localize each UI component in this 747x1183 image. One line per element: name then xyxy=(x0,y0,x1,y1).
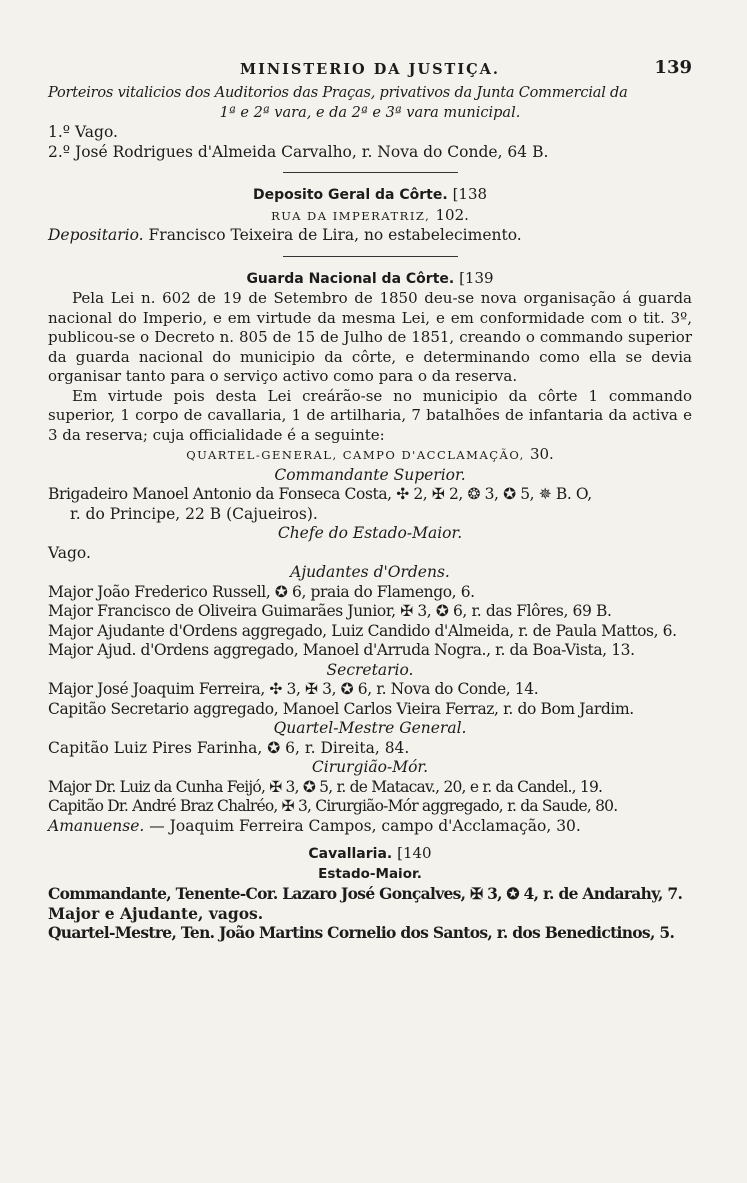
cavallaria-number: [140 xyxy=(397,844,432,862)
quartel-mestre-entry: Capitão Luiz Pires Farinha, ✪ 6, r. Direita, 84. xyxy=(48,738,410,757)
deposito-role: Depositario. xyxy=(48,226,144,244)
deposito-section xyxy=(48,185,692,246)
amanuense-text: — Joaquim Ferreira Campos, campo d'Acclamação, 30. xyxy=(149,816,581,835)
cirurgiao-entry: Capitão Dr. André Braz Chalréo, ✠ 3, Cirurgião-Mór aggregado, r. da Saude, 80. xyxy=(48,797,618,815)
guarda-section xyxy=(48,269,692,837)
secretario-entry: Capitão Secretario aggregado, Manoel Carlos Vieira Ferraz, r. do Bom Jardim. xyxy=(48,699,634,718)
deposito-address-street: RUA DA IMPERATRIZ, xyxy=(271,208,431,223)
deposito-line xyxy=(48,226,692,246)
deposito-address xyxy=(48,206,692,227)
porteiros-heading-line2: 1ª e 2ª vara, e da 2ª e 3ª vara municipal. xyxy=(219,104,521,121)
quartel-general-number: 30. xyxy=(529,445,554,463)
deposito-number: [138 xyxy=(452,185,488,203)
commandante-superior-line2: r. do Principe, 22 B (Cajueiros). xyxy=(70,504,318,523)
chefe-estado-maior-text: Vago. xyxy=(48,543,91,562)
secretario-entry: Major José Joaquim Ferreira, ✣ 3, ✠ 3, ✪ 6, r. Nova do Conde, 14. xyxy=(48,680,539,698)
deposito-title xyxy=(48,185,692,206)
quartel-general-line xyxy=(48,445,692,466)
ajudante-entry: Major Ajudante d'Ordens aggregado, Luiz Candido d'Almeida, r. de Paula Mattos, 6. xyxy=(48,621,677,640)
chefe-estado-maior-heading: Chefe do Estado-Maior. xyxy=(277,524,463,542)
porteiro-entry-2: 2.º José Rodrigues d'Almeida Carvalho, r. Nova do Conde, 64 B. xyxy=(48,142,549,161)
commandante-superior-heading: Commandante Superior. xyxy=(274,465,466,484)
cavallaria-line: Commandante, Tenente-Cor. Lazaro José Gonçalves, ✠ 3, ✪ 4, r. de Andarahy, 7. xyxy=(48,884,683,903)
secretario-heading: Secretario. xyxy=(326,660,414,679)
porteiro-entry-1: 1.º Vago. xyxy=(48,123,118,141)
amanuense-line xyxy=(48,817,692,837)
ajudante-entry: Major Ajud. d'Ordens aggregado, Manoel d'Arruda Nogra., r. da Boa-Vista, 13. xyxy=(48,641,635,659)
deposito-text: Francisco Teixeira de Lira, no estabelecimento. xyxy=(148,226,522,244)
guarda-title xyxy=(48,269,692,290)
porteiros-section xyxy=(48,84,692,162)
cavallaria-title-text: Cavallaria. xyxy=(308,846,393,862)
document-page xyxy=(48,58,692,943)
guarda-number: [139 xyxy=(459,268,494,287)
deposito-address-number: 102. xyxy=(435,205,469,224)
commandante-superior-line1: Brigadeiro Manoel Antonio da Fonseca Costa, ✣ 2, ✠ 2, ❂ 3, ✪ 5, ✵ B. O, xyxy=(48,485,592,503)
quartel-mestre-heading: Quartel-Mestre General. xyxy=(273,719,467,737)
guarda-paragraph-2: Em virtude pois desta Lei creárão-se no municipio da côrte 1 commando superior, 1 corpo de cavallaria, 1 de artilharia, 7 batalhões de infantaria da activa e 3 da reserva; cuja officialidade é a seguinte: xyxy=(48,386,692,444)
guarda-title-text: Guarda Nacional da Côrte. xyxy=(246,270,455,287)
spacer xyxy=(48,836,692,844)
porteiros-heading-line1: Porteiros vitalicios dos Auditorios das Praças, privativos da Junta Commercial da xyxy=(48,85,628,101)
cavallaria-line: Major e Ajudante, vagos. xyxy=(48,903,264,923)
cirurgiao-entry: Major Dr. Luiz da Cunha Feijó, ✠ 3, ✪ 5, r. de Matacav., 20, e r. da Candel., 19. xyxy=(48,777,603,796)
cavallaria-title xyxy=(48,844,692,865)
cavallaria-section xyxy=(48,844,692,943)
running-title: MINISTERIO DA JUSTIÇA. xyxy=(240,61,500,78)
cirurgiao-heading: Cirurgião-Mór. xyxy=(311,758,429,776)
ajudantes-heading: Ajudantes d'Ordens. xyxy=(290,563,450,581)
amanuense-label: Amanuense. xyxy=(48,816,145,835)
quartel-general-text: QUARTEL-GENERAL, CAMPO D'ACCLAMAÇÃO, xyxy=(186,448,525,462)
deposito-title-text: Deposito Geral da Côrte. xyxy=(252,187,448,203)
divider-rule xyxy=(283,172,458,173)
page-header xyxy=(48,58,692,84)
cavallaria-line: Quartel-Mestre, Ten. João Martins Cornelio dos Santos, r. dos Benedictinos, 5. xyxy=(48,923,675,942)
divider-rule xyxy=(283,256,458,257)
page-number: 139 xyxy=(654,57,692,78)
cavallaria-subheading: Estado-Maior. xyxy=(318,865,422,882)
ajudante-entry: Major João Frederico Russell, ✪ 6, praia do Flamengo, 6. xyxy=(48,582,475,601)
guarda-paragraph-1: Pela Lei n. 602 de 19 de Setembro de 1850 deu-se nova organisação á guarda nacional do Imperio, e em virtude da mesma Lei, e em conformidade com o tit. 3º, publicou-se o Decreto n. 805 de 15 de Julho de 1851, creando o commando superior da guarda nacional do municipio da côrte, e determinando como ella se devia organisar tanto para o serviço activo como para o da reserva. xyxy=(48,289,692,385)
ajudante-entry: Major Francisco de Oliveira Guimarães Junior, ✠ 3, ✪ 6, r. das Flôres, 69 B. xyxy=(48,602,612,620)
